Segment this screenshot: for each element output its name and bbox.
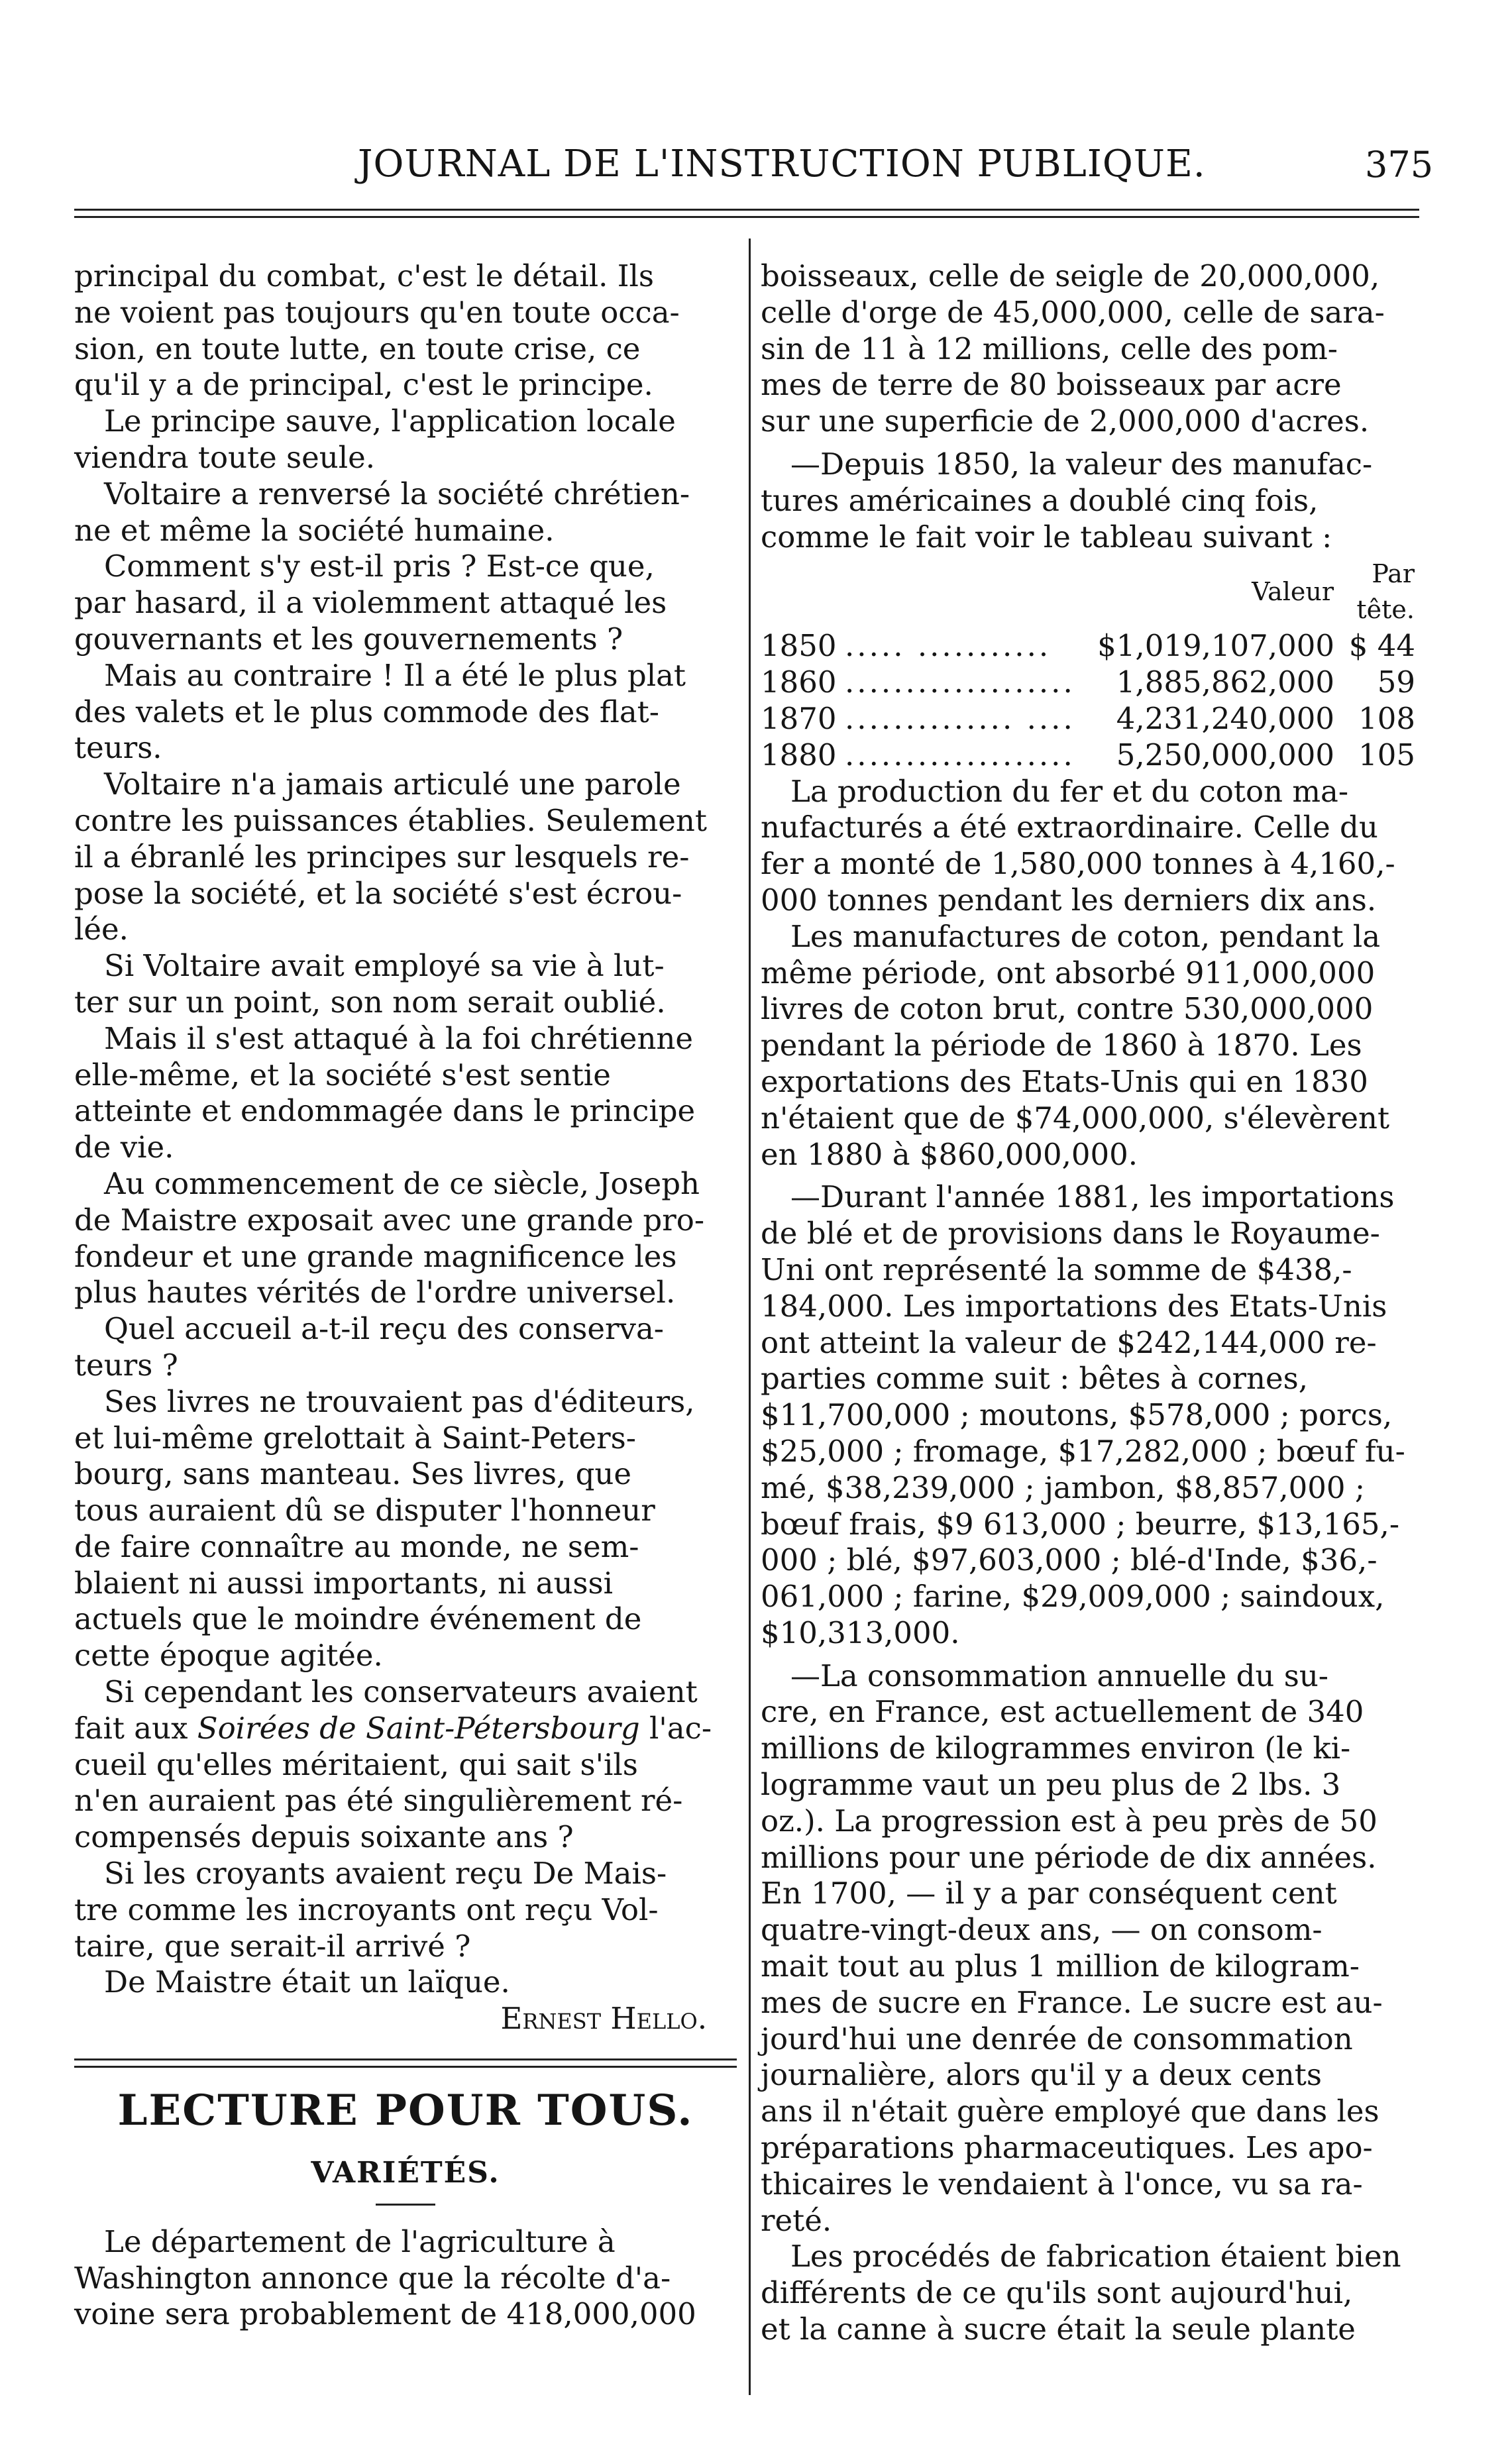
table-header-row: [761, 555, 1415, 628]
paragraph: Ses livres ne trouvaient pas d'éditeurs, et lui-même grelottait à Saint-Peters- bourg, sans manteau. Ses livres, que tous auraient dû se disputer l'honneur de faire connaître au monde, ne sem- blaient ni aussi importants, ni aussi actuels que le moindre événement de cette époque agitée.: [74, 1383, 695, 1674]
value-cell: $1,019,107,000: [1097, 628, 1334, 664]
per-head-cell: 59: [1377, 665, 1415, 700]
year-cell: 1880: [761, 737, 837, 773]
leader-dots: .............. ....: [845, 700, 1075, 736]
paragraph: De Maistre était un laïque.: [104, 1964, 510, 2000]
section-divider: [74, 2058, 737, 2068]
year-cell: 1860: [761, 665, 837, 700]
subsection-title: VARIÉTÉS.: [311, 2156, 500, 2190]
paragraph: Le principe sauve, l'application locale viendra toute seule.: [74, 403, 676, 475]
right-column: [761, 258, 1415, 2348]
section-title: LECTURE POUR TOUS.: [117, 2086, 694, 2136]
paragraph: Quel accueil a-t-il reçu des conserva- teurs ?: [74, 1311, 664, 1383]
paragraph: Si les croyants avaient reçu De Mais- tre comme les incroyants ont reçu Vol- taire, que serait-il arrivé ?: [74, 1856, 667, 1964]
table-row: [761, 737, 1415, 774]
per-head-cell: $ 44: [1348, 628, 1415, 664]
manufactures-table: [761, 555, 1415, 773]
table-row: [761, 701, 1415, 737]
year-cell: 1870: [761, 700, 837, 736]
paragraph: Comment s'y est-il pris ? Est-ce que, par hasard, il a violemment attaqué les gouvernants et les gouvernements ?: [74, 549, 667, 657]
page-number: 375: [1365, 144, 1434, 186]
paragraph: Mais au contraire ! Il a été le plus plat des valets et le plus commode des flat- teurs.: [74, 657, 686, 766]
book-title: Soirées de Saint-Pétersbourg: [197, 1710, 640, 1746]
paragraph: Si Voltaire avait employé sa vie à lut- ter sur un point, son nom serait oublié.: [74, 948, 666, 1020]
paragraph: Les procédés de fabrication étaient bien différents de ce qu'ils sont aujourd'hui, et la canne à sucre était la seule plante: [761, 2239, 1401, 2347]
author-signature: Ernest Hello.: [500, 2001, 707, 2037]
table-row: [761, 628, 1415, 665]
paragraph: Au commencement de ce siècle, Joseph de Maistre exposait avec une grande pro- fondeur et une grande magnificence les plus hautes vérités de l'ordre universel.: [74, 1165, 705, 1310]
value-cell: 5,250,000,000: [1116, 737, 1334, 773]
paragraph: Voltaire a renversé la société chrétien- ne et même la société humaine.: [74, 476, 690, 548]
table-row: [761, 665, 1415, 701]
leader-dots: ..... ...........: [845, 628, 1052, 664]
per-head-cell: 108: [1358, 700, 1415, 736]
paragraph: boisseaux, celle de seigle de 20,000,000, celle d'orge de 45,000,000, celle de sara- sin de 11 à 12 millions, celle des pom- mes de terre de 80 boisseaux par acre sur une superficie de 2,000,000 d'acres.: [761, 258, 1385, 439]
leader-dots: ...................: [845, 737, 1075, 773]
paragraph: Le département de l'agriculture à Washington annonce que la récolte d'a- voine sera probablement de 418,000,000: [74, 2223, 696, 2332]
year-cell: 1850: [761, 628, 837, 664]
soirees-text-before: Si cependant les conservateurs avaient fait aux: [74, 1674, 698, 1746]
soirees-text-after: l'ac- cueil qu'elles méritaient, qui sait s'ils n'en auraient pas été singulièrement ré- compensés depuis soixante ans ?: [74, 1710, 712, 1855]
paragraph: Les manufactures de coton, pendant la même période, ont absorbé 911,000,000 livres de coton brut, contre 530,000,000 pendant la période de 1860 à 1870. Les exportations des Etats-Unis qui en 1830 n'étaient que de $74,000,000, s'élevèrent en 1880 à $860,000,000.: [761, 918, 1390, 1172]
paragraph: Mais il s'est attaqué à la foi chrétienne elle-même, et la société s'est sentie atteinte et endommagée dans le principe de vie.: [74, 1020, 696, 1165]
value-cell: 4,231,240,000: [1116, 700, 1334, 736]
left-column: [74, 258, 737, 2333]
page-header: [0, 142, 1512, 195]
header-rule-bottom: [74, 216, 1419, 218]
column-divider: [749, 239, 751, 2395]
short-rule: [376, 2204, 435, 2206]
value-cell: 1,885,862,000: [1116, 665, 1334, 700]
header-rule-top: [74, 209, 1419, 211]
paragraph: —Durant l'année 1881, les importations de blé et de provisions dans le Royaume- Uni ont représenté la somme de $438,- 184,000. Les importations des Etats-Unis ont atteint la valeur de $242,144,000 re- parties comme suit : bêtes à cornes, $11,700,000 ; moutons, $578,000 ; porcs, $25,000 ; fromage, $17,282,000 ; bœuf fu- mé, $38,239,000 ; jambon, $8,857,000 ; bœuf frais, $9 613,000 ; beurre, $13,165,- 000 ; blé, $97,603,000 ; blé-d'Inde, $36,- 061,000 ; farine, $29,009,000 ; saindoux, $10,313,000.: [761, 1179, 1405, 1650]
column-header-value: Valeur: [1252, 577, 1334, 607]
paragraph: —La consommation annuelle du su- cre, en France, est actuellement de 340 millions de kilogrammes environ (le ki- logramme vaut un peu plus de 2 lbs. 3 oz.). La progression est à peu près de 50 millions pour une période de dix années. En 1700, — il y a par conséquent cent quatre-vingt-deux ans, — on consom- mait tout au plus 1 million de kilogram- mes de sucre en France. Le sucre est au- jourd'hui une denrée de consommation journalière, alors qu'il y a deux cents ans il n'était guère employé que dans les préparations pharmaceutiques. Les apo- thicaires le vendaient à l'once, vu sa ra- reté.: [761, 1658, 1383, 2238]
leader-dots: ...................: [845, 665, 1075, 700]
paragraph: La production du fer et du coton ma- nufacturés a été extraordinaire. Celle du fer a monté de 1,580,000 tonnes à 4,160,- 000 tonnes pendant les derniers dix ans.: [761, 773, 1395, 918]
per-head-cell: 105: [1358, 737, 1415, 773]
running-title: JOURNAL DE L'INSTRUCTION PUBLIQUE.: [358, 142, 1206, 186]
paragraph-soirees: [74, 1674, 737, 1856]
column-header-per-head: Par tête.: [1356, 559, 1415, 625]
paragraph: principal du combat, c'est le détail. Ils ne voient pas toujours qu'en toute occa- sion, en toute lutte, en toute crise, ce qu'il y a de principal, c'est le principe.: [74, 258, 680, 403]
paragraph: —Depuis 1850, la valeur des manufac- tures américaines a doublé cinq fois, comme le fait voir le tableau suivant :: [761, 446, 1373, 555]
paragraph: Voltaire n'a jamais articulé une parole contre les puissances établies. Seulement il a ébranlé les principes sur lesquels re- pose la société, et la société s'est écrou- lée.: [74, 767, 707, 947]
